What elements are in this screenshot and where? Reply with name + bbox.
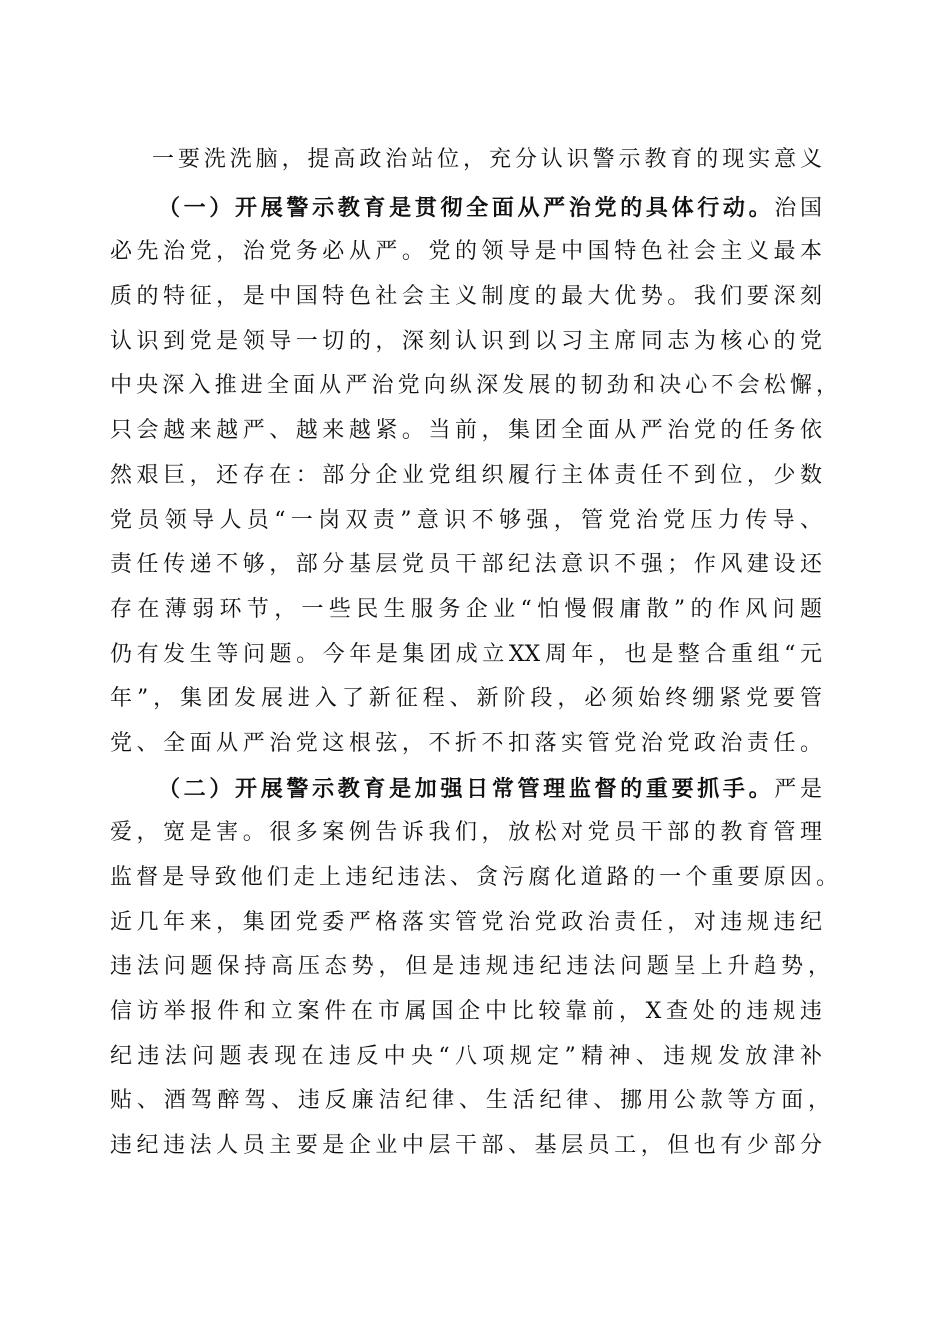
paragraph-1 xyxy=(110,186,838,767)
text-line: 党、全面从严治党这根弦，不折不扣落实管党治党政治责任。 xyxy=(110,730,822,756)
text-line: 认识到党是领导一切的，深刻认识到以习主席同志为核心的党 xyxy=(110,328,822,354)
text-line: 信访举报件和立案件在市属国企中比较靠前，X查处的违规违 xyxy=(110,999,822,1025)
text-line: 违法问题保持高压态势，但是违规违纪违法问题呈上升趋势， xyxy=(110,954,830,980)
text-line xyxy=(110,767,822,812)
text-line: 仍有发生等问题。今年是集团成立XX周年，也是整合重组“元 xyxy=(110,641,822,667)
text-line: 存在薄弱环节，一些民生服务企业“怕慢假庸散”的作风问题 xyxy=(110,596,822,622)
paragraph-title: （二）开展警示教育是加强日常管理监督的重要抓手。 xyxy=(158,775,775,802)
text-line: 责任传递不够，部分基层党员干部纪法意识不强；作风建设还 xyxy=(110,552,822,578)
paragraph-text: 治国 xyxy=(774,195,822,221)
text-line xyxy=(110,186,822,231)
paragraph-2 xyxy=(110,767,838,1169)
document-page xyxy=(110,138,838,1169)
text-line: 近几年来，集团党委严格落实管党治党政治责任，对违规违纪 xyxy=(110,909,822,935)
text-line: 然艰巨，还存在：部分企业党组织履行主体责任不到位，少数 xyxy=(110,462,822,488)
paragraph-title: （一）开展警示教育是贯彻全面从严治党的具体行动。 xyxy=(158,194,775,221)
text-line: 纪违法问题表现在违反中央“八项规定”精神、违规发放津补 xyxy=(110,1043,822,1069)
section-heading: 一要洗洗脑，提高政治站位，充分认识警示教育的现实意义 xyxy=(152,147,822,172)
text-line: 必先治党，治党务必从严。党的领导是中国特色社会主义最本 xyxy=(110,239,822,265)
text-line: 贴、酒驾醉驾、违反廉洁纪律、生活纪律、挪用公款等方面， xyxy=(110,1088,830,1114)
text-line: 中央深入推进全面从严治党向纵深发展的韧劲和决心不会松懈， xyxy=(110,373,838,399)
text-line: 违纪违法人员主要是企业中层干部、基层员工，但也有少部分 xyxy=(110,1133,822,1159)
text-line: 监督是导致他们走上违纪违法、贪污腐化道路的一个重要原因。 xyxy=(110,865,838,890)
paragraph-text: 严是 xyxy=(774,776,822,802)
text-line: 爱，宽是害。很多案例告诉我们，放松对党员干部的教育管理 xyxy=(110,820,822,846)
text-line: 只会越来越严、越来越紧。当前，集团全面从严治党的任务依 xyxy=(110,418,822,444)
text-line: 年”，集团发展进入了新征程、新阶段，必须始终绷紧党要管 xyxy=(110,686,822,712)
text-line: 质的特征，是中国特色社会主义制度的最大优势。我们要深刻 xyxy=(110,284,822,310)
text-line: 党员领导人员“一岗双责”意识不够强，管党治党压力传导、 xyxy=(110,507,822,533)
